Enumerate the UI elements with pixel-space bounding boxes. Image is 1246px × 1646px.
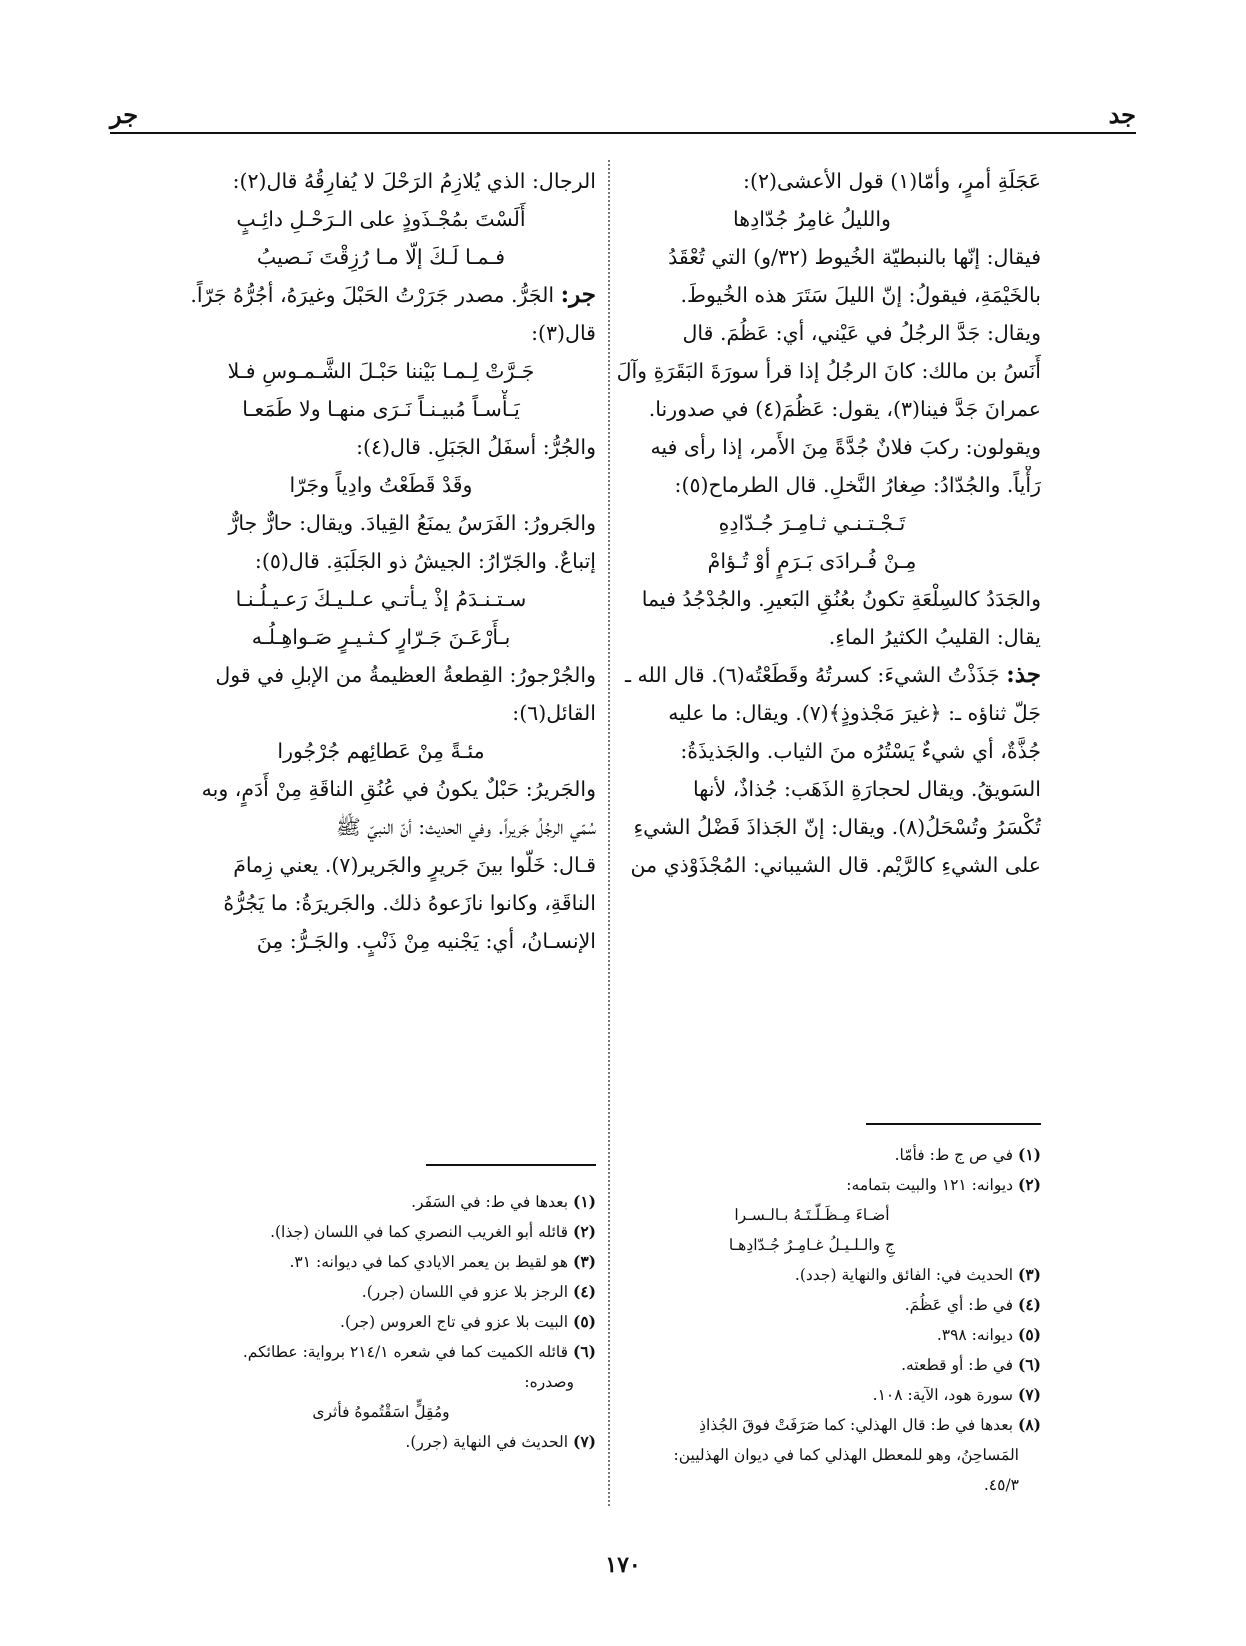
- right-column: [583, 162, 1041, 884]
- text-line: عمرانَ جَدَّ فينا(٣)، يقول: عَظُمَ(٤) في صدورنا.: [648, 397, 1041, 421]
- footnote-rule: [426, 1164, 596, 1166]
- footnote-verse: ومُقِلٍّ اسَقْتُموهُ فأثرى: [312, 1403, 450, 1421]
- text-line: والجُرْجورُ: القِطعةُ العظيمةُ من الإبلِ في قول: [215, 663, 596, 687]
- text-line: عَجَلَةِ أمرٍ، وأمّا(١) قول الأعشى(٢):: [743, 169, 1041, 193]
- footnote: [166, 1277, 596, 1307]
- text-line: الإنسـانُ، أي: يَجْنيه مِنْ ذَنْبٍ. والجَـرُّ: مِنَ: [256, 929, 596, 953]
- footnote-number: (٧): [1017, 1385, 1041, 1404]
- page-number: ١٧٠: [605, 1552, 641, 1578]
- footnote-verse: جِ والـلـيـلُ غـامِـرُ جُـدّادِهـا: [728, 1236, 896, 1254]
- verse-line: سـتـنـدَمُ إذْ يـأتـي عـلـيـكَ رَعـيـلُـنـا: [235, 587, 527, 611]
- footnote-verse: أضـاءَ مِـظَـلّـتَـهُ بـالـسـرا: [734, 1206, 890, 1224]
- footnote: [583, 1410, 1041, 1440]
- text-line: بالخَيْمَةِ، فيقولُ: إنّ الليلَ سَتَرَ هذه الخُيوطَ.: [680, 283, 1041, 307]
- footnote-number: (٢): [572, 1222, 596, 1241]
- footnote-text: بعدها في ط: في السَفَر.: [411, 1193, 569, 1211]
- footnote-number: (٤): [572, 1282, 596, 1301]
- footnote-text: في ط: أو قطعته.: [901, 1356, 1014, 1374]
- footnote: [583, 1290, 1041, 1320]
- text-line: تُكْسَرُ وتُسْحَلُ(٨). ويقال: إنّ الجَذاذَ فَضْلُ الشيءِ: [633, 815, 1041, 839]
- footnote-number: (٣): [572, 1252, 596, 1271]
- footnote: [583, 1320, 1041, 1350]
- footnote-continued: وصدره:: [524, 1373, 574, 1391]
- footnote: [583, 1140, 1041, 1170]
- text-line: على الشيءِ كالرَّيْم. قال الشيباني: المُجْذَوْذي من: [630, 853, 1041, 877]
- footnote-number: (٧): [572, 1432, 596, 1451]
- footnote-text: قائله أبو الغريب النصري كما في اللسان (جذا).: [270, 1223, 569, 1241]
- footnote-continued: ٤٥/٣.: [983, 1476, 1019, 1494]
- footnote-text: في ص ج ط: فأمّا.: [894, 1146, 1014, 1164]
- footnote-text: هو لقيط بن يعمر الايادي كما في ديوانه: ٣١.: [289, 1253, 569, 1271]
- text-line: الناقَةِ، وكانوا نازَعوهُ ذلك. والجَريرَةُ: ما يَجُرُّهُ: [223, 891, 596, 915]
- text-line: إتباعٌ. والجَرّارُ: الجيشُ ذو الجَلَبَةِ. قال(٥):: [254, 549, 596, 573]
- footnote-number: (٤): [1017, 1295, 1041, 1314]
- footnote: [166, 1307, 596, 1337]
- entry-term: جر:: [560, 281, 596, 308]
- text-line: أَنَسُ بن مالك: كانَ الرجُلُ إذا قرأ سورَةَ البَقَرَةِ وآلَ: [616, 359, 1041, 383]
- footnote-text: في ط: أي عَظُمَ.: [904, 1296, 1014, 1314]
- running-header: [110, 100, 1136, 134]
- verse-line: يَـأْسـاً مُبيـنـاً نَـرَى منهـا ولا طَمَعـا: [242, 397, 520, 421]
- footnote-text: ديوانه: ٣٩٨.: [936, 1326, 1014, 1344]
- verse-line: تَـجْـتـنـي ثـامِـرَ جُـدّادِهِ: [718, 511, 906, 535]
- entry-term: جذ:: [1006, 661, 1041, 688]
- footnote-number: (٥): [1017, 1325, 1041, 1344]
- verse-line: وقَدْ قَطَعْتُ وادِياً وجَرّا: [289, 473, 473, 497]
- footnote: [583, 1380, 1041, 1410]
- verse-line: أَلَسْتَ بمُجْـذَوذٍ على الـرَحْـلِ دائِـبٍ: [236, 207, 526, 231]
- footnote-number: (١): [1017, 1145, 1041, 1164]
- text-line: فيقال: إنّها بالنبطيّة الخُيوط (٣٢/و) التي تُعْقَدُ: [668, 245, 1041, 269]
- footnote: [583, 1170, 1041, 1200]
- footnote: [166, 1187, 596, 1217]
- footnote-rule: [866, 1123, 1041, 1125]
- header-root-left: جر: [110, 100, 139, 129]
- footnote-number: (٥): [572, 1312, 596, 1331]
- entry-text: جَذَذْتُ الشيءَ: كسرتُهُ وقَطَعْتُه(٦). قال الله ـ: [625, 663, 1000, 687]
- footnote-number: (٢): [1017, 1175, 1041, 1194]
- verse-line: جَـرَّتْ لِـمـا بَيْننا حَبْـلَ الشَّـمـوسِ فـلا: [227, 359, 535, 383]
- text-line: الرجال: الذي يُلازِمُ الرَحْلَ لا يُفارِقُهُ قال(٢):: [232, 169, 596, 193]
- verse-line: مِـنْ فُـرادَى بَـرَمٍ أوْ تُـؤامْ: [707, 549, 917, 573]
- header-root-right: جد: [1108, 100, 1136, 129]
- text-line: رَأْياً. والجُدّادُ: صِغارُ النَّخلِ. قال الطرماح(٥):: [674, 473, 1041, 497]
- footnote-text: قائله الكميت كما في شعره ٢١٤/١ برواية: عطائكم.: [242, 1343, 569, 1361]
- text-line: والجَرورُ: الفَرَسُ يمنَعُ القِيادَ. ويقال: حارٌّ جارٌّ: [228, 511, 596, 535]
- footnote: [583, 1350, 1041, 1380]
- text-line: القائل(٦):: [512, 701, 596, 725]
- footnote: [166, 1217, 596, 1247]
- text-line: يقال: القليبُ الكثيرُ الماءِ.: [828, 625, 1041, 649]
- text-line: والجَدَدُ كالسِلْعَةِ تكونُ بعُنُقِ البَعيرِ. والجُدْجُدُ فيما: [641, 587, 1041, 611]
- footnote-text: سورة هود، الآية: ١٠٨.: [872, 1386, 1014, 1404]
- footnote-text: الحديث في: الفائق والنهاية (جدد).: [794, 1266, 1014, 1284]
- footnote-number: (٦): [572, 1342, 596, 1361]
- text-line: قال(٣):: [531, 321, 596, 345]
- entry-text: الجَرُّ. مصدر جَرَرْتُ الحَبْلَ وغيرَهُ، أجُرُّهُ جَرّاً.: [190, 283, 555, 307]
- footnote-number: (٦): [1017, 1355, 1041, 1374]
- verse-line: بـأَرْعَـنَ جَـرّارٍ كـثـيـرٍ صَـواهِـلُـه: [251, 625, 511, 649]
- footnote-text: الحديث في النهاية (جرر).: [405, 1433, 569, 1451]
- footnote-text: الرجز بلا عزو في اللسان (جرر).: [361, 1283, 569, 1301]
- footnotes-right: [583, 1140, 1041, 1500]
- text-line: السَويقُ. ويقال لحجارَةِ الذَهَب: جُذاذٌ، لأنها: [693, 777, 1041, 801]
- text-line: جَلّ ثناؤه ـ: ﴿غيرَ مَجْذوذٍ﴾(٧). ويقال: ما عليه: [668, 701, 1041, 725]
- text-line: والجَريرُ: حَبْلٌ يكونُ في عُنُقِ الناقَةِ مِنْ أَدَمٍ، وبه: [201, 777, 596, 801]
- text-line: والجُرُّ: أسفَلُ الجَبَلِ. قال(٤):: [356, 435, 596, 459]
- footnote: [166, 1337, 596, 1367]
- verse-line: والليلُ غامِرُ جُدّادِها: [733, 207, 891, 231]
- text-line: جُذَّةٌ، أي شيءٌ يَسْتُرُه منَ الثياب. والجَذيذَةُ:: [680, 739, 1041, 763]
- text-line: سُمّي الرجُلُ جَريراً. وفي الحديث: أنّ النبيّ ﷺ: [336, 815, 596, 839]
- entry-line: [583, 656, 1041, 694]
- footnote-number: (٨): [1017, 1415, 1041, 1434]
- footnote-text: ديوانه: ١٢١ والبيت بتمامه:: [846, 1176, 1014, 1194]
- left-column: [166, 162, 596, 960]
- verse-line: مئـةً مِنْ عَطائِهم جُرْجُورا: [277, 739, 485, 763]
- entry-line: [166, 276, 596, 314]
- verse-line: فـمـا لَـكَ إلّا مـا رُزِقْتَ نَـصيبُ: [256, 245, 506, 269]
- footnote-text: بعدها في ط: قال الهذلي: كما صَرَفَتْ فوقَ الجُذاذِ: [699, 1416, 1014, 1434]
- text-line: قـال: خَلّوا بينَ جَريرٍ والجَرير(٧). يعني زِمامَ: [233, 853, 596, 877]
- footnote: [583, 1260, 1041, 1290]
- footnote-continued: المَساحِنُ، وهو للمعطل الهذلي كما في ديوان الهذليين:: [673, 1446, 1019, 1464]
- footnote-number: (٣): [1017, 1265, 1041, 1284]
- footnote: [166, 1247, 596, 1277]
- footnotes-left: [166, 1187, 596, 1457]
- text-line: ويقولون: ركبَ فلانٌ جُدَّةً مِنَ الأَمر، إذا رأى فيه: [650, 435, 1041, 459]
- footnote: [166, 1427, 596, 1457]
- footnote-text: البيت بلا عزو في تاج العروس (جر).: [340, 1313, 569, 1331]
- footnote-number: (١): [572, 1192, 596, 1211]
- text-line: ويقال: جَدَّ الرجُلُ في عَيْني، أي: عَظُمَ. قال: [682, 321, 1041, 345]
